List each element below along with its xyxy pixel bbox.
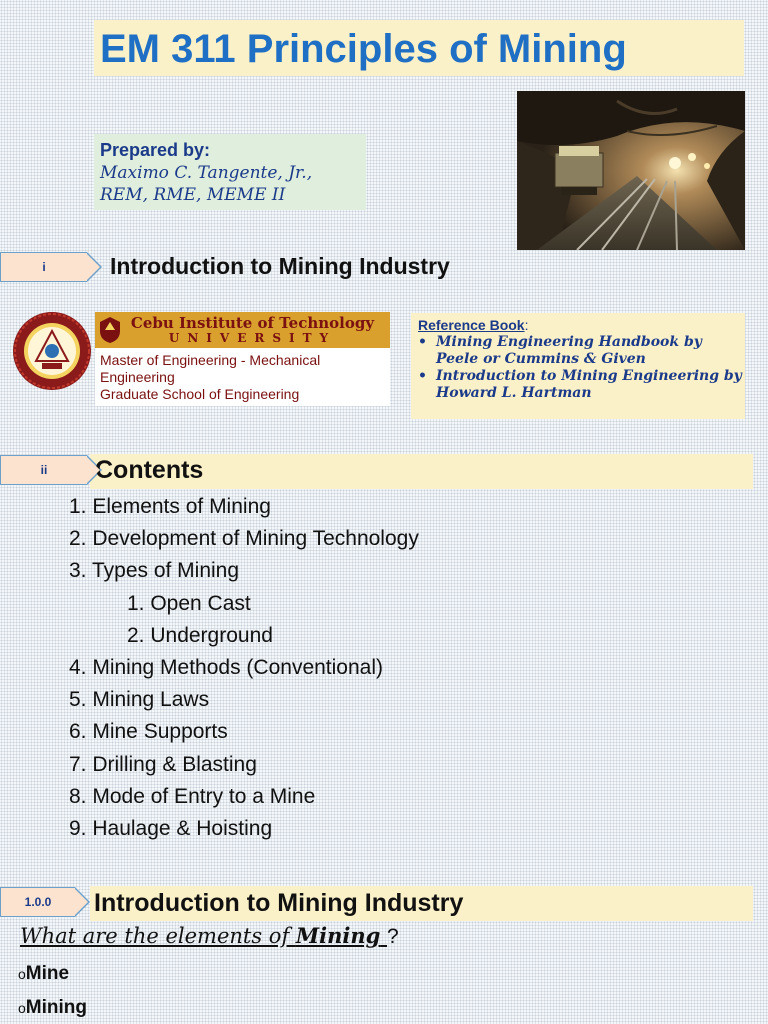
bullet-mine: [18, 963, 69, 985]
section-100-heading: Introduction to Mining Industry: [94, 889, 464, 917]
list-item: 6. Mine Supports: [69, 720, 228, 744]
program-line2: Engineering: [100, 369, 175, 385]
reference-item-1-line1: Mining Engineering Handbook by: [436, 334, 702, 350]
hollow-circle-bullet-icon: o: [18, 966, 26, 982]
contents-heading: Contents: [95, 456, 204, 484]
hollow-circle-bullet-icon: o: [18, 1000, 26, 1016]
university-seal-logo: [12, 311, 92, 391]
contents-list: [69, 491, 419, 845]
section-tag-i-label: i: [42, 260, 46, 274]
reference-label-text: Reference Book: [418, 317, 525, 333]
reference-label: [418, 317, 528, 333]
author-name: [100, 162, 312, 206]
institution-university: UNIVERSITY: [168, 331, 337, 345]
program-line1: Master of Engineering - Mechanical: [100, 352, 321, 368]
section-tag-100-label: 1.0.0: [24, 895, 52, 909]
list-item: 4. Mining Methods (Conventional): [69, 656, 383, 680]
list-item: 7. Drilling & Blasting: [69, 752, 257, 776]
reference-item-1-line2: Peele or Cummins & Given: [436, 351, 646, 367]
list-item: 5. Mining Laws: [69, 688, 210, 712]
question-text: [20, 923, 399, 949]
question-mark: ?: [387, 925, 399, 948]
section-tag-i: [0, 252, 87, 282]
list-item-sub: 1. Open Cast: [127, 591, 251, 615]
list-item: 2. Development of Mining Technology: [69, 527, 419, 551]
bullet-dot-icon: •: [418, 334, 427, 350]
reference-item-2-line1: Introduction to Mining Engineering by: [436, 368, 742, 384]
list-item: 1. Elements of Mining: [69, 495, 271, 518]
reference-item-2-line2: Howard L. Hartman: [436, 385, 592, 401]
list-item: 8. Mode of Entry to a Mine: [69, 784, 316, 808]
author-credentials: REM, RME, MEME II: [100, 185, 286, 205]
bullet-mining: [18, 997, 87, 1019]
reference-item-1: [418, 334, 702, 368]
question-part2: [380, 924, 387, 948]
question-keyword: Mining: [295, 923, 381, 948]
section-tag-100: [0, 887, 75, 917]
institution-name: Cebu Institute of Technology: [130, 314, 375, 332]
prepared-by-label: Prepared by:: [100, 140, 211, 160]
list-item: 3. Types of Mining: [69, 559, 240, 583]
program-info: [100, 352, 320, 403]
section-tag-ii: [0, 455, 87, 485]
mine-tunnel-photo: [517, 91, 745, 250]
section-i-heading: Introduction to Mining Industry: [110, 253, 450, 279]
bullet-mine-label: Mine: [25, 963, 70, 984]
graduate-school: Graduate School of Engineering: [100, 386, 300, 402]
page-title: EM 311 Principles of Mining: [100, 27, 627, 71]
bullet-dot-icon: •: [418, 368, 427, 384]
author-name-line1: Maximo C. Tangente, Jr.,: [100, 163, 313, 183]
reference-colon: :: [524, 317, 529, 333]
reference-item-2: [418, 368, 742, 402]
bullet-mining-label: Mining: [25, 997, 87, 1018]
section-tag-ii-label: ii: [40, 463, 48, 477]
question-part1: What are the elements of: [20, 924, 296, 948]
list-item: 9. Haulage & Hoisting: [69, 817, 273, 841]
list-item-sub: 2. Underground: [127, 623, 273, 647]
